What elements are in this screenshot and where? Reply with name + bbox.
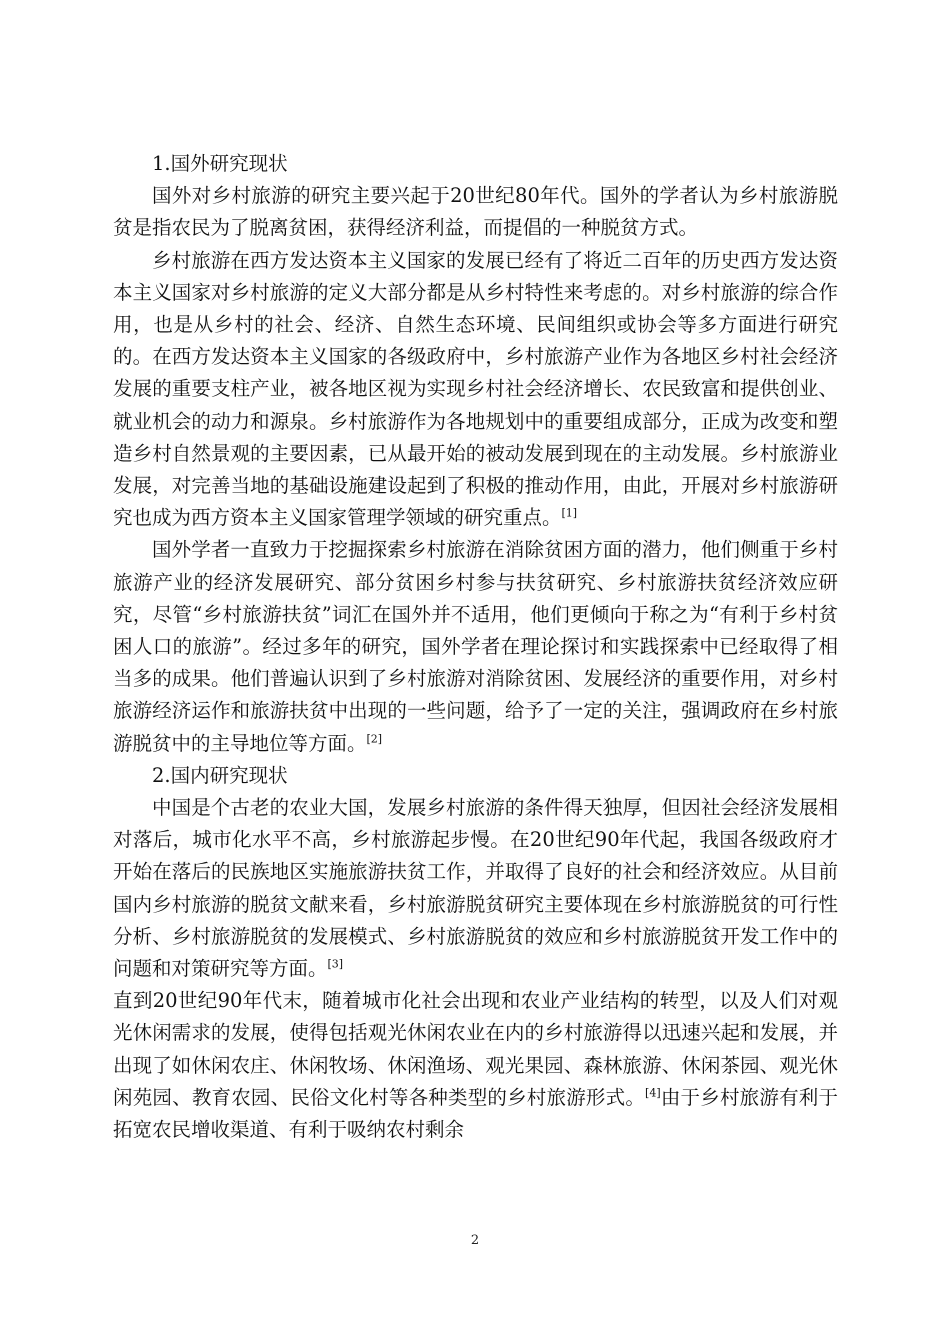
paragraph	[113, 245, 838, 535]
page-number: 2	[470, 1233, 480, 1248]
document-body	[113, 148, 838, 1146]
paragraph-text: 乡村旅游在西方发达资本主义国家的发展已经有了将近二百年的历史西方发达资本主义国家对乡村旅游的定义大部分都是从乡村特性来考虑的。对乡村旅游的综合作用，也是从乡村的社会、经济、自然生态环境、民间组织或协会等多方面进行研究的。在西方发达资本主义国家的各级政府中，乡村旅游产业作为各地区乡村社会经济发展的重要支柱产业，被各地区视为实现乡村社会经济增长、农民致富和提供创业、就业机会的动力和源泉。乡村旅游作为各地规划中的重要组成部分，正成为改变和塑造乡村自然景观的主要因素，已从最开始的被动发展到现在的主动发展。乡村旅游业发展，对完善当地的基础设施建设起到了积极的推动作用，由此，开展对乡村旅游研究也成为西方资本主义国家管理学领域的研究重点。	[113, 248, 838, 530]
paragraph-text: 由于乡村旅游有利于拓宽农民增收渠道、有利于吸纳农村剩余	[113, 1085, 838, 1142]
citation-ref: [4]	[645, 1086, 661, 1100]
citation-ref: [3]	[327, 957, 344, 971]
paragraph	[113, 792, 838, 985]
paragraph-text: 国外学者一直致力于挖掘探索乡村旅游在消除贫困方面的潜力，他们侧重于乡村旅游产业的经济发展研究、部分贫困乡村参与扶贫研究、乡村旅游扶贫经济效应研究，尽管“乡村旅游扶贫”词汇在国外并不适用，他们更倾向于称之为“有利于乡村贫困人口的旅游”。经过多年的研究，国外学者在理论探讨和实践探索中已经取得了相当多的成果。他们普遍认识到了乡村旅游对消除贫困、发展经济的重要作用，对乡村旅游经济运作和旅游扶贫中出现的一些问题，给予了一定的关注，强调政府在乡村旅游脱贫中的主导地位等方面。	[113, 538, 838, 755]
paragraph	[113, 180, 838, 244]
citation-ref: [2]	[366, 732, 383, 746]
paragraph	[113, 985, 838, 1146]
paragraph-text: 国外对乡村旅游的研究主要兴起于20世纪80年代。国外的学者认为乡村旅游脱贫是指农民为了脱离贫困，获得经济利益，而提倡的一种脱贫方式。	[113, 184, 838, 240]
section-heading-foreign: 1.国外研究现状	[152, 152, 288, 175]
paragraph	[113, 534, 838, 759]
section-heading-domestic: 2.国内研究现状	[152, 763, 288, 787]
citation-ref: [1]	[561, 506, 578, 520]
paragraph-text: 中国是个古老的农业大国，发展乡村旅游的条件得天独厚，但因社会经济发展相对落后，城市化水平不高，乡村旅游起步慢。在20世纪90年代起，我国各级政府才开始在落后的民族地区实施旅游扶贫工作，并取得了良好的社会和经济效应。从目前国内乡村旅游的脱贫文献来看，乡村旅游脱贫研究主要体现在乡村旅游脱贫的可行性分析、乡村旅游脱贫的发展模式、乡村旅游脱贫的效应和乡村旅游脱贫开发工作中的问题和对策研究等方面。	[113, 796, 838, 981]
paragraph-text: 直到20世纪90年代末，随着城市化社会出现和农业产业结构的转型，以及人们对观光休闲需求的发展，使得包括观光休闲农业在内的乡村旅游得以迅速兴起和发展，并出现了如休闲农庄、休闲牧场、休闲渔场、观光果园、森林旅游、休闲茶园、观光休闲苑园、教育农园、民俗文化村等各种类型的乡村旅游形式。	[113, 989, 838, 1109]
